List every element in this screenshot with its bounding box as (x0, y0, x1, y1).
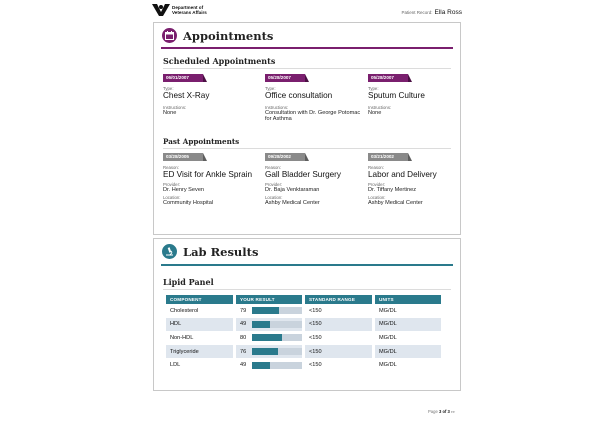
units-cell: MG/DL (379, 307, 397, 314)
reason: Gall Bladder Surgery (265, 170, 341, 179)
range-cell: <150 (305, 318, 372, 332)
scheduled-item (368, 74, 466, 116)
column-header: COMPONENT (166, 295, 233, 304)
date-tag: 03/21/2002 (368, 153, 408, 161)
va-logo-icon (152, 4, 170, 16)
result-cell (236, 304, 302, 318)
appointments-rule (161, 47, 453, 49)
microscope-icon (162, 244, 177, 259)
lab-table (163, 295, 444, 372)
past-item (163, 153, 261, 206)
table-header-row (166, 295, 441, 304)
type-label: Type: (163, 86, 174, 91)
range-cell: <150 (305, 345, 372, 359)
next-page-icon[interactable]: ▸▸ (451, 409, 456, 414)
result-cell (236, 318, 302, 332)
range-cell: <150 (309, 362, 322, 369)
lab-rule (161, 264, 453, 266)
divider (163, 68, 451, 69)
result-cell (236, 358, 302, 372)
instructions: None (163, 109, 177, 116)
appointment-type: Chest X-Ray (163, 91, 210, 100)
reason-label: Reason: (163, 165, 180, 170)
divider (163, 148, 451, 149)
result-value: 79 (240, 307, 247, 314)
appointment-type: Sputum Culture (368, 91, 425, 100)
va-logo (152, 4, 207, 16)
reason-label: Reason: (265, 165, 282, 170)
range-cell: <150 (309, 334, 322, 341)
appointments-header (162, 28, 273, 43)
date-tag: 05/28/2007 (368, 74, 408, 82)
provider: Dr. Tiffany Mertinez (368, 186, 417, 193)
lab-header (162, 244, 258, 259)
reason: Labor and Delivery (368, 170, 437, 179)
provider-label: Provider: (265, 181, 283, 187)
location-label: Location: (163, 194, 181, 200)
provider: Dr. Baja Venktaraman (265, 186, 320, 193)
table-row (166, 331, 441, 345)
table-row (166, 318, 441, 332)
page-number: 3 of 3 (438, 409, 450, 414)
page-prefix: Page (428, 409, 438, 414)
type-label: Type: (368, 86, 379, 91)
reason-label: Reason: (368, 165, 385, 170)
org-line1: Department of (172, 5, 204, 10)
result-bar-fill (252, 348, 278, 355)
calendar-icon (162, 28, 177, 43)
units-cell: MG/DL (379, 362, 397, 369)
result-bar (252, 334, 302, 341)
units-cell: MG/DL (379, 334, 397, 341)
org-line2: Veterans Affairs (172, 10, 207, 15)
column-header: STANDARD RANGE (305, 295, 372, 304)
result-bar (252, 307, 302, 314)
patient-name: Ella Ross (434, 9, 462, 16)
component-cell: Triglyceride (166, 345, 233, 359)
result-bar-fill (252, 362, 270, 369)
patient-label: Patient Record: (401, 10, 433, 15)
scheduled-item (265, 74, 363, 122)
component-cell: Non-HDL (170, 334, 194, 341)
scheduled-item (163, 74, 261, 116)
result-bar-fill (252, 321, 270, 328)
column-header: YOUR RESULT (236, 295, 302, 304)
result-bar-fill (252, 307, 279, 314)
result-bar (252, 348, 302, 355)
location: Ashby Medical Center (265, 199, 320, 206)
page-indicator (428, 409, 455, 414)
result-value: 49 (240, 362, 247, 369)
result-value: 76 (240, 348, 247, 355)
instructions-label: Instructions: (368, 104, 392, 110)
appointments-card (153, 22, 461, 235)
instructions-label: Instructions: (163, 104, 187, 110)
past-item (265, 153, 363, 206)
component-cell: LDL (170, 362, 181, 369)
provider-label: Provider: (368, 181, 386, 187)
units-cell: MG/DL (375, 318, 441, 332)
lab-results-card (153, 238, 461, 391)
appointments-title: Appointments (183, 28, 274, 43)
range-cell: <150 (309, 307, 322, 314)
instructions-label: Instructions: (265, 104, 289, 110)
result-value: 49 (240, 321, 247, 328)
result-bar (252, 321, 302, 328)
panel-title: Lipid Panel (163, 277, 214, 287)
location-label: Location: (265, 194, 283, 200)
page-header (152, 4, 462, 20)
patient-record (402, 9, 463, 16)
units-cell: MG/DL (375, 345, 441, 359)
component-cell: HDL (166, 318, 233, 332)
result-bar (252, 362, 302, 369)
divider (163, 289, 451, 290)
location: Ashby Medical Center (368, 199, 423, 206)
location-label: Location: (368, 194, 386, 200)
result-value: 80 (240, 334, 247, 341)
provider-label: Provider: (163, 181, 181, 187)
instructions: Consultation with Dr. George Potomac for Asthma (265, 109, 361, 122)
appointment-type: Office consultation (265, 91, 333, 100)
lab-title: Lab Results (183, 244, 259, 259)
table-row (166, 304, 441, 318)
table-row (166, 358, 441, 372)
location: Community Hospital (163, 199, 214, 206)
table-row (166, 345, 441, 359)
past-title: Past Appointments (163, 137, 240, 146)
date-tag: 03/28/2005 (163, 153, 203, 161)
date-tag: 06/01/2007 (163, 74, 203, 82)
type-label: Type: (265, 86, 276, 91)
instructions: None (368, 109, 382, 116)
date-tag: 05/28/2007 (265, 74, 305, 82)
reason: ED Visit for Ankle Sprain (163, 170, 253, 179)
component-cell: Cholesterol (170, 307, 199, 314)
result-cell (236, 331, 302, 345)
provider: Dr. Henry Seven (163, 186, 205, 193)
result-cell (236, 345, 302, 359)
past-item (368, 153, 466, 206)
column-header: UNITS (375, 295, 441, 304)
date-tag: 09/28/2002 (265, 153, 305, 161)
scheduled-title: Scheduled Appointments (163, 56, 276, 66)
result-bar-fill (252, 334, 282, 341)
